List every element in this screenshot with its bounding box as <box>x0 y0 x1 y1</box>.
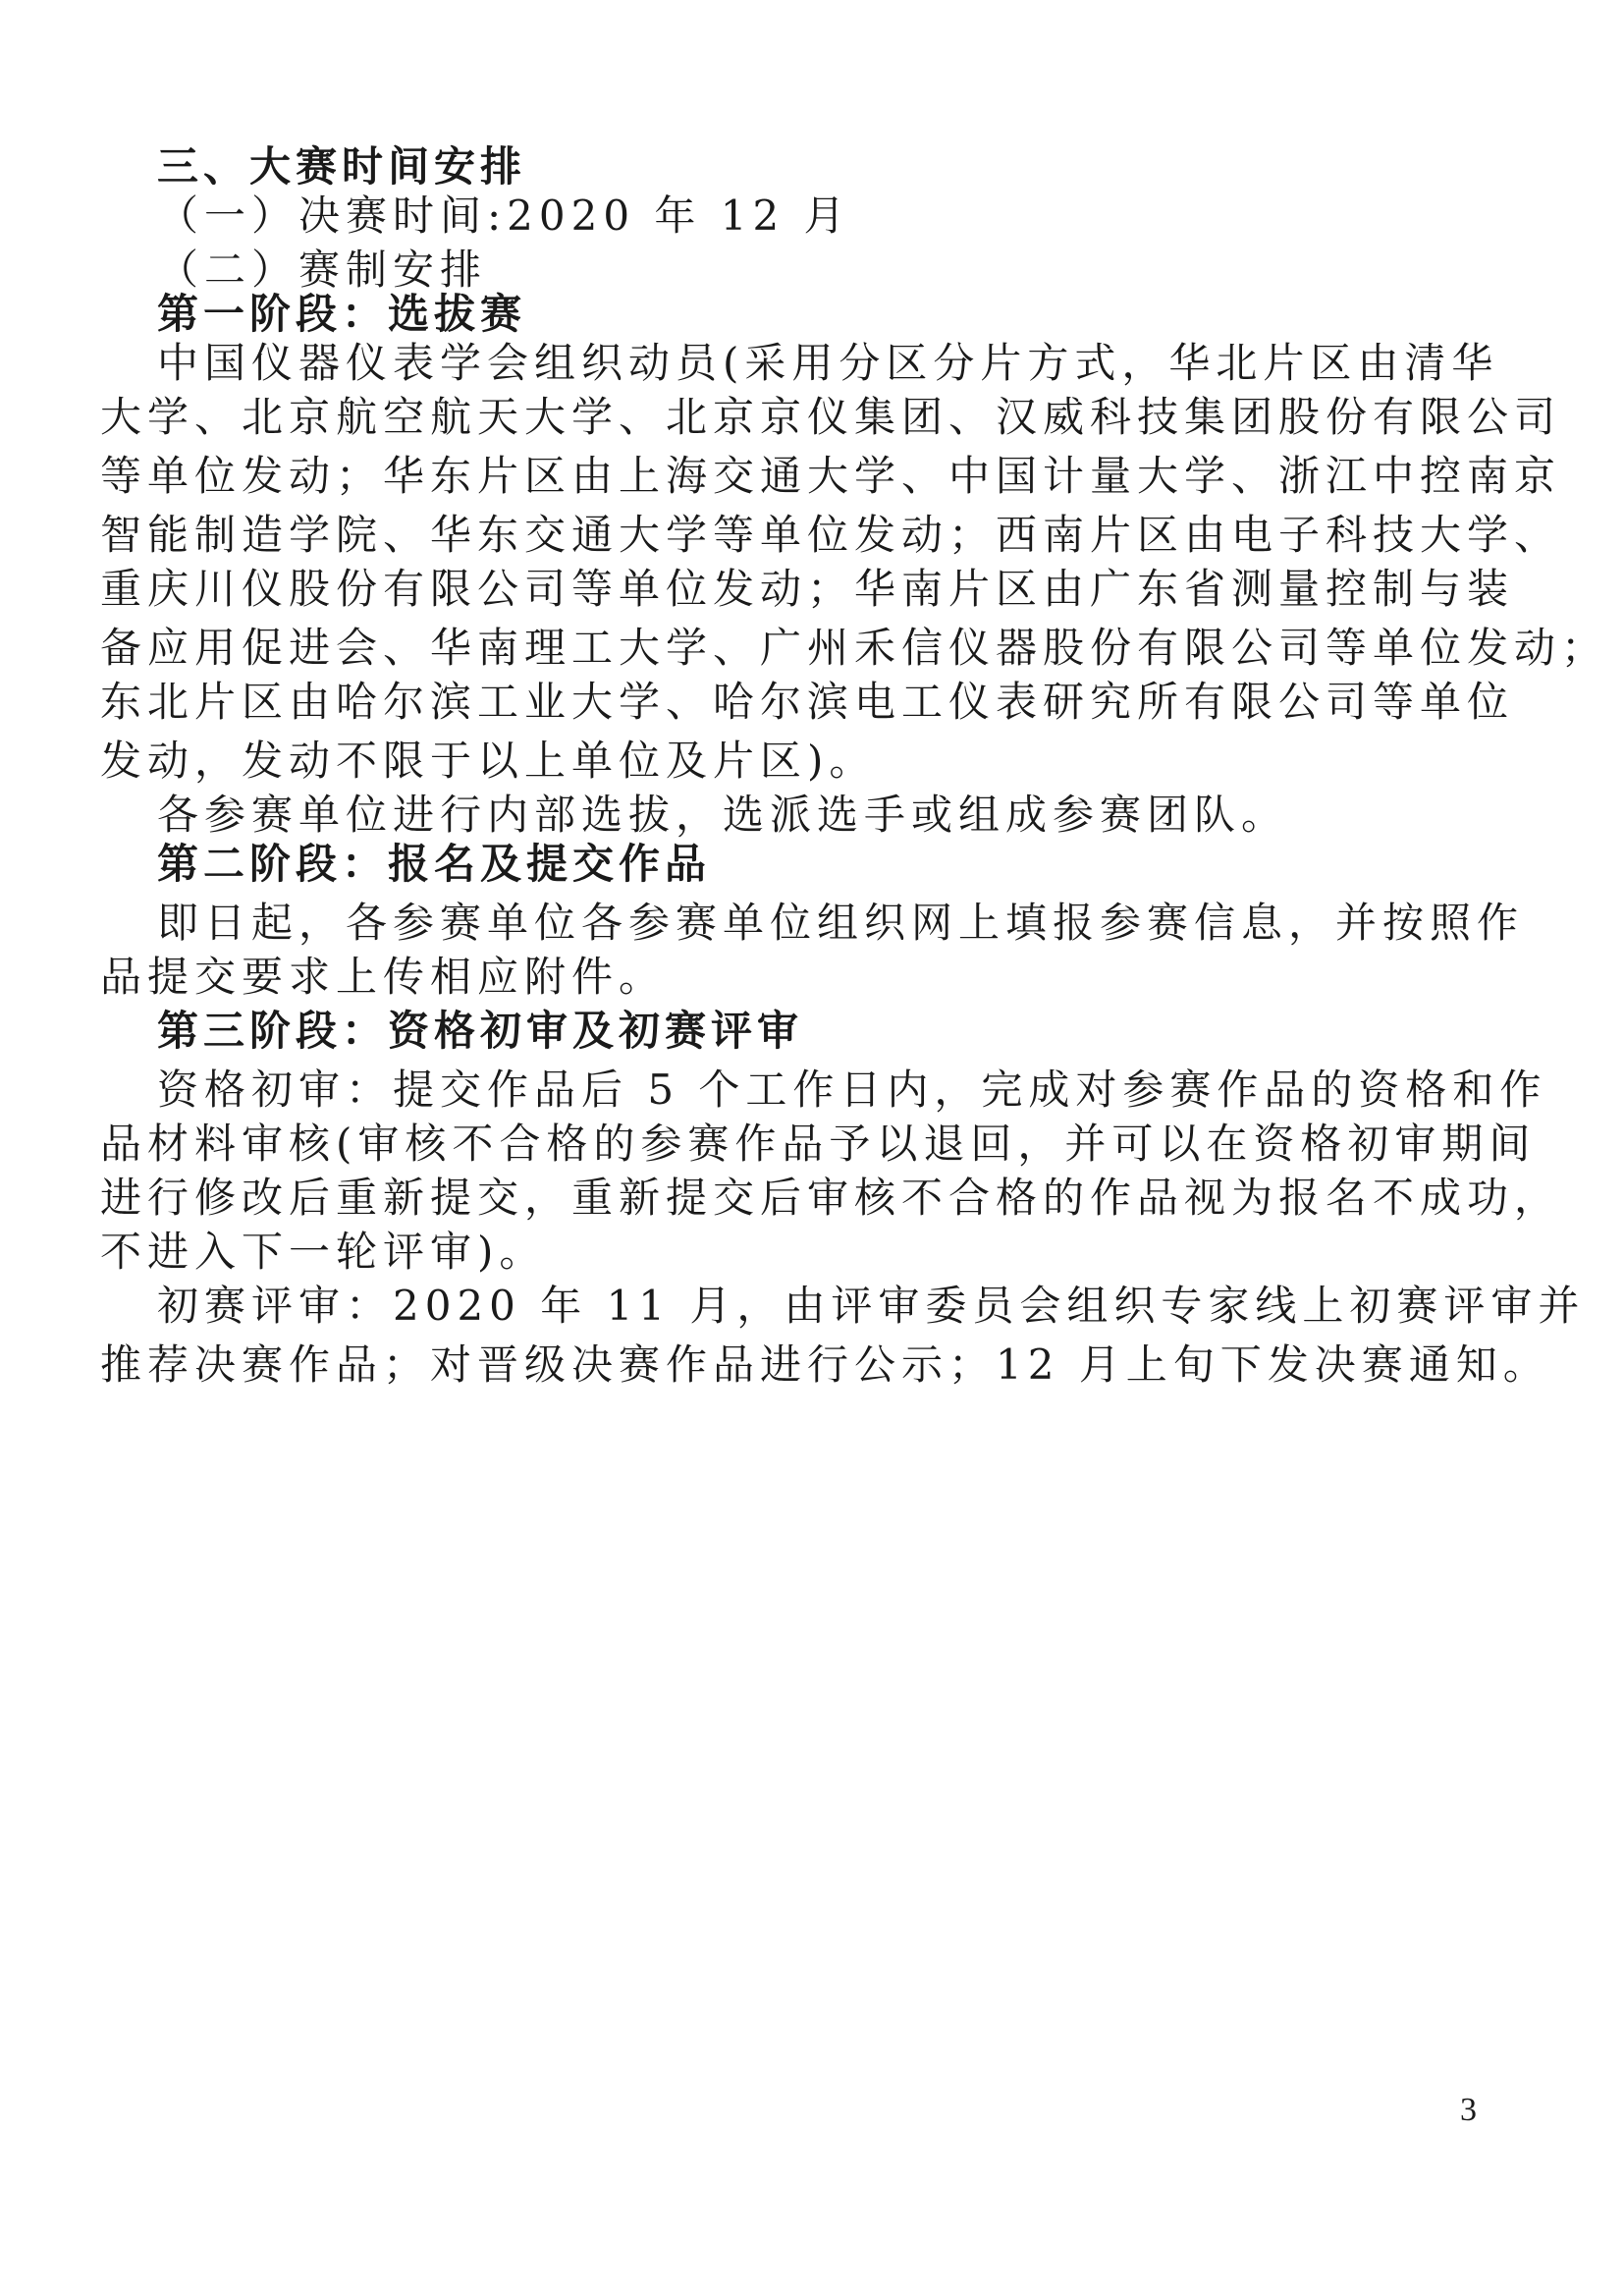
stage3-prelim-line: 推荐决赛作品；对晋级决赛作品进行公示；12 月上旬下发决赛通知。 <box>100 1340 1550 1389</box>
stage2-line: 即日起，各参赛单位各参赛单位组织网上填报参赛信息，并按照作 <box>157 899 1525 947</box>
stage3-review-line: 品材料审核(审核不合格的参赛作品予以退回，并可以在资格初审期间 <box>100 1120 1537 1168</box>
stage3-review-line: 进行修改后重新提交，重新提交后审核不合格的作品视为报名不成功， <box>100 1174 1562 1222</box>
item-final-time: （一）决赛时间:2020 年 12 月 <box>157 191 851 240</box>
stage1-line: 等单位发动；华东片区由上海交通大学、中国计量大学、浙江中控南京 <box>100 452 1562 500</box>
stage1-line: 重庆川仪股份有限公司等单位发动；华南片区由广东省测量控制与装 <box>100 565 1515 613</box>
stage1-line: 中国仪器仪表学会组织动员(采用分区分片方式，华北片区由清华 <box>157 339 1499 387</box>
stage2-line: 品提交要求上传相应附件。 <box>100 953 667 1001</box>
stage1-line: 东北片区由哈尔滨工业大学、哈尔滨电工仪表研究所有限公司等单位 <box>100 678 1515 726</box>
stage1-note: 各参赛单位进行内部选拔，选派选手或组成参赛团队。 <box>157 791 1289 839</box>
stage2-heading: 第二阶段：报名及提交作品 <box>157 840 712 888</box>
stage1-line: 智能制造学院、华东交通大学等单位发动；西南片区由电子科技大学、 <box>100 511 1562 559</box>
stage3-prelim-line: 初赛评审：2020 年 11 月，由评审委员会组织专家线上初赛评审并 <box>157 1282 1586 1330</box>
stage1-line: 发动，发动不限于以上单位及片区)。 <box>100 737 877 785</box>
page-number: 3 <box>1460 2092 1477 2128</box>
stage3-review-line: 资格初审：提交作品后 5 个工作日内，完成对参赛作品的资格和作 <box>157 1066 1547 1114</box>
stage1-heading: 第一阶段：选拔赛 <box>157 290 527 338</box>
item-format: （二）赛制安排 <box>157 246 488 294</box>
stage3-heading: 第三阶段：资格初审及初赛评审 <box>157 1007 804 1055</box>
stage1-line: 大学、北京航空航天大学、北京京仪集团、汉威科技集团股份有限公司 <box>100 393 1562 441</box>
stage3-review-line: 不进入下一轮评审)。 <box>100 1228 547 1276</box>
section-title: 三、大赛时间安排 <box>157 142 527 191</box>
stage1-line: 备应用促进会、华南理工大学、广州禾信仪器股份有限公司等单位发动； <box>100 624 1609 672</box>
